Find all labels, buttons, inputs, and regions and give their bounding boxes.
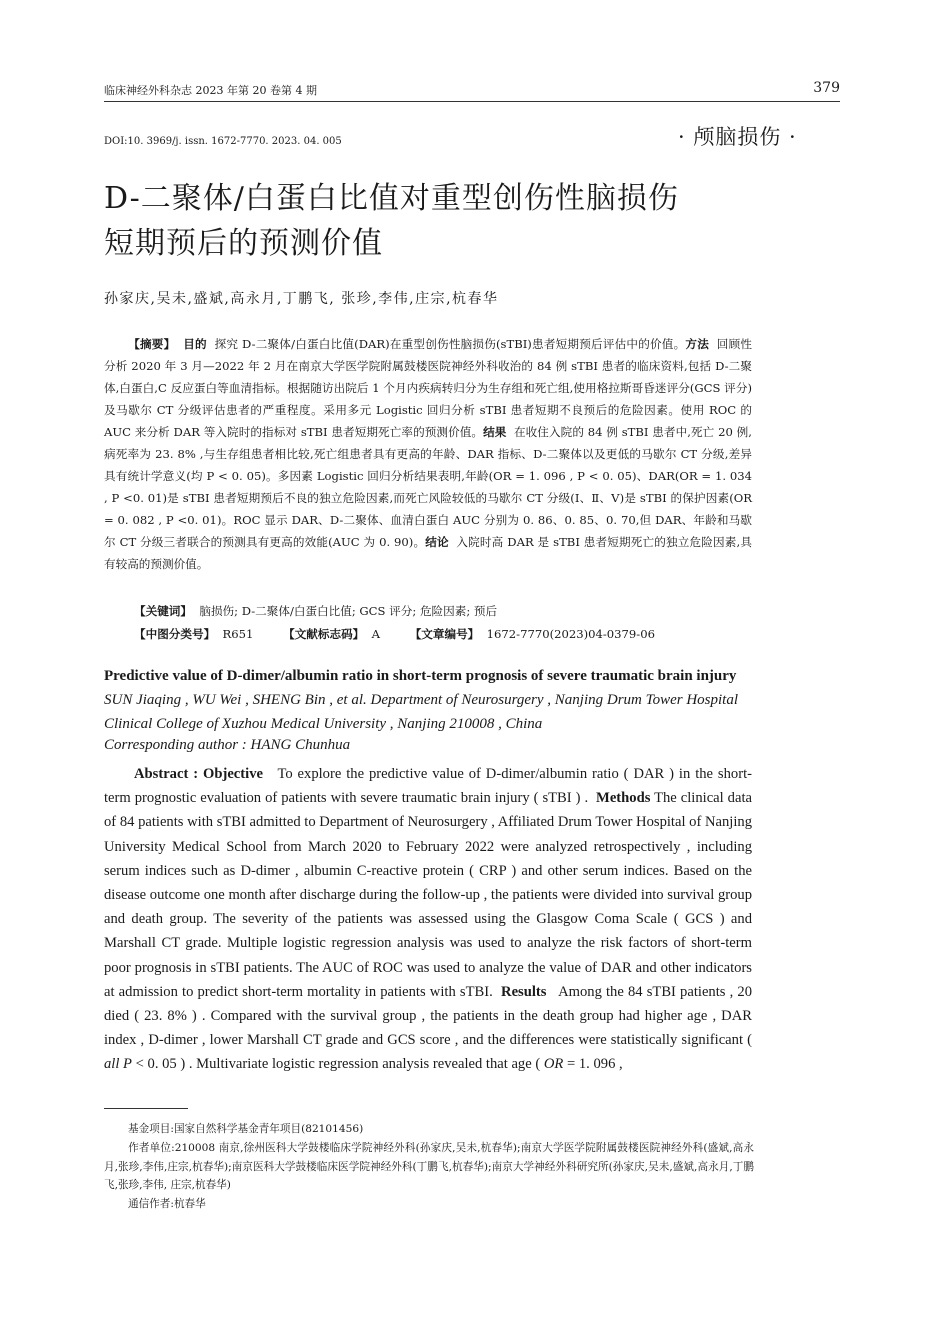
en-results-tail: < 0. 05 ) . Multivariate logistic regression analysis revealed that age ( bbox=[135, 1056, 541, 1073]
en-objective-text: To explore the predictive value of D-dimer/albumin ratio ( DAR ) in the short-term prognostic evaluation of patients with severe traumatic brain injury ( sTBI ) . bbox=[104, 766, 752, 807]
english-authors-affiliation: SUN Jiaqing , WU Wei , SHENG Bin , et al. Department of Neurosurgery , Nanjing Drum Tower Hospital Clinical College of Xuzhou Medical University , Nanjing 210008 , China bbox=[104, 692, 739, 732]
en-results-text: Among the 84 sTBI patients , 20 died ( 23. 8% ) . Compared with the survival group , the patients in the death group had higher age , DAR index , D-dimer , lower Marshall CT grade and GCS score , and the differences were statistically significant ( bbox=[104, 983, 752, 1049]
cn-keywords bbox=[134, 600, 497, 622]
title-line-1: D-二聚体/白蛋白比值对重型创伤性脑损伤 bbox=[104, 181, 679, 216]
clc-label: 【中图分类号】 bbox=[134, 627, 216, 641]
cn-classification bbox=[134, 623, 655, 645]
en-objective-label: Objective bbox=[203, 766, 263, 782]
footnote-fund bbox=[104, 1120, 754, 1139]
cn-results-label: 结果 bbox=[483, 425, 507, 439]
en-abstract-label: Abstract bbox=[134, 766, 189, 782]
author-list: 孙家庆,吴未,盛斌,高永月,丁鹏飞, 张珍,李伟,庄宗,杭春华 bbox=[104, 291, 499, 307]
english-corresponding-author: Corresponding author : HANG Chunhua bbox=[104, 737, 351, 753]
cn-objective-text: 探究 D-二聚体/白蛋白比值(DAR)在重型创伤性脑损伤(sTBI)患者短期预后评估中的价值。 bbox=[214, 337, 686, 351]
cn-abstract-label: 【摘要】 bbox=[128, 337, 176, 351]
en-results-end: = 1. 096 , bbox=[567, 1056, 623, 1073]
cn-conclusion-text: 入院时高 DAR 是 sTBI 患者短期死亡的独立危险因素,具有较高的预测价值。 bbox=[104, 535, 752, 571]
cn-objective-label: 目的 bbox=[183, 337, 207, 351]
en-results-or: OR bbox=[543, 1056, 564, 1073]
page-number: 379 bbox=[813, 80, 840, 96]
en-methods-label: Methods bbox=[596, 790, 651, 807]
cn-methods-text: 回顾性分析 2020 年 3 月—2022 年 2 月在南京大学医学院附属鼓楼医院神经外科收治的 84 例 sTBI 患者的临床资料,包括 D-二聚体,白蛋白,C 反应蛋白等血清指标。根据随访出院后 1 个月内疾病转归分为生存组和死亡组,使用格拉斯哥昏迷评分(GCS 评分)及马歇尔 CT 分级评估患者的严重程度。采用多元 Logistic 回归分析 sTBI 患者短期不良预后的危险因素。使用 ROC 的 AUC 来分析 DAR 等入院时的指标对 sTBI 患者短期死亡率的预测价值。 bbox=[104, 337, 752, 439]
cn-keywords-label: 【关键词】 bbox=[134, 604, 192, 618]
english-abstract: Abstract : Objective To explore the predictive value of D-dimer/albumin ratio ( DAR ) in the short-term prognostic evaluation of patients with severe traumatic brain injury ( sTBI ) . Methods The clinical data of 84 patients with sTBI admitted to Department of Neurosurgery , Affiliated Drum Tower Hospital of Nanjing University Medical School from March 2020 to February 2022 were analyzed retrospectively , including serum indices such as D-dimer , albumin C-reactive protein ( CRP ) and other serum indices. Based on the disease outcome one month after discharge during the follow-up , the patients were divided into survival group and death group. The severity of the patients was assessed using the Glasgow Coma Scale ( GCS ) and Marshall CT grade. Multiple logistic regression analysis was used to analyze the risk factors of short-term poor prognosis in sTBI patients. The AUC of ROC was used to analyze the value of DAR and other indicators at admission to predict short-term mortality in patients with sTBI. Results Among the 84 sTBI patients , 20 died ( 23. 8% ) . Compared with the survival group , the patients in the death group had higher age , DAR index , D-dimer , lower Marshall CT grade and GCS score , and the differences were statistically significant ( all P < 0. 05 ) . Multivariate logistic regression analysis revealed that age ( OR = 1. 096 , bbox=[104, 766, 752, 1073]
article-title bbox=[104, 176, 804, 266]
header-divider bbox=[104, 101, 840, 102]
fund-text: 基金项目:国家自然科学基金青年项目(82101456) bbox=[128, 1123, 364, 1135]
cn-keywords-text: 脑损伤; D-二聚体/白蛋白比值; GCS 评分; 危险因素; 预后 bbox=[199, 604, 498, 618]
cn-methods-label: 方法 bbox=[685, 337, 710, 351]
footnote-divider bbox=[104, 1108, 188, 1109]
doi: DOI:10. 3969/j. issn. 1672-7770. 2023. 04. 005 bbox=[104, 136, 342, 147]
cn-conclusion-label: 结论 bbox=[425, 535, 449, 549]
affiliation-text: 作者单位:210008 南京,徐州医科大学鼓楼临床学院神经外科(孙家庆,吴未,杭春华);南京大学医学院附属鼓楼医院神经外科(盛斌,高永月,张珍,李伟,庄宗,杭春华);南京医科大学鼓楼临床医学院神经外科(丁鹏飞,杭春华);南京大学神经外科研究所(孙家庆,吴未,盛斌,高永月,丁鹏飞,张珍,李伟, 庄宗,杭春华) bbox=[104, 1142, 754, 1191]
column-label: · 颅脑损伤 · bbox=[678, 125, 797, 149]
running-header-journal: 临床神经外科杂志 2023 年第 20 卷第 4 期 bbox=[104, 84, 317, 97]
article-id-value: 1672-7770(2023)04-0379-06 bbox=[486, 627, 655, 641]
doc-code-value: A bbox=[371, 627, 381, 641]
doc-code-label: 【文献标志码】 bbox=[283, 627, 365, 641]
en-methods-text: The clinical data of 84 patients with sTBI admitted to Department of Neurosurgery , Affiliated Drum Tower Hospital of Nanjing University Medical School from March 2020 to February 2022 were analyzed retrospectively , including serum indices such as D-dimer , albumin C-reactive protein ( CRP ) and other serum indices. Based on the disease outcome one month after discharge during the follow-up , the patients were divided into survival group and death group. The severity of the patients was assessed using the Glasgow Coma Scale ( GCS ) and Marshall CT grade. Multiple logistic regression analysis was used to analyze the risk factors of short-term poor prognosis in sTBI patients. The AUC of ROC was used to analyze the value of DAR and other indicators at admission to predict short-term mortality in patients with sTBI. bbox=[104, 790, 752, 1000]
corresponding-text: 通信作者:杭春华 bbox=[128, 1198, 206, 1210]
clc-value: R651 bbox=[222, 627, 254, 641]
english-title-block bbox=[104, 664, 752, 736]
title-line-2: 短期预后的预测价值 bbox=[104, 226, 383, 261]
chinese-abstract bbox=[104, 333, 752, 575]
en-results-label: Results bbox=[501, 983, 547, 1000]
footnote-affiliation bbox=[104, 1139, 754, 1195]
cn-results-text: 在收住入院的 84 例 sTBI 患者中,死亡 20 例,病死率为 23. 8% ,与生存组患者相比较,死亡组患者具有更高的年龄、DAR 指标、D-二聚体以及更低的马歇尔 CT 分级,差异具有统计学意义(均 P < 0. 05)。多因素 Logistic 回归分析结果表明,年龄(OR = 1. 096 , P < 0. 05)、DAR(OR = 1. 034 , P <0. 01)是 sTBI 患者短期预后不良的独立危险因素,而死亡风险较低的马歇尔 CT 分级(Ⅰ、Ⅱ、Ⅴ)是 sTBI 的保护因素(OR = 0. 082 , P <0. 01)。ROC 显示 DAR、D-二聚体、血清白蛋白 AUC 分别为 0. 86、0. 85、0. 70,但 DAR、年龄和马歇尔 CT 分级三者联合的预测具有更高的效能(AUC 为 0. 90)。 bbox=[104, 425, 752, 549]
en-results-all-p: all P bbox=[104, 1056, 132, 1073]
english-title: Predictive value of D-dimer/albumin ratio in short-term prognosis of severe traumatic brain injury bbox=[104, 668, 737, 684]
article-id-label: 【文章编号】 bbox=[409, 627, 480, 641]
footnote-corresponding bbox=[104, 1195, 754, 1214]
